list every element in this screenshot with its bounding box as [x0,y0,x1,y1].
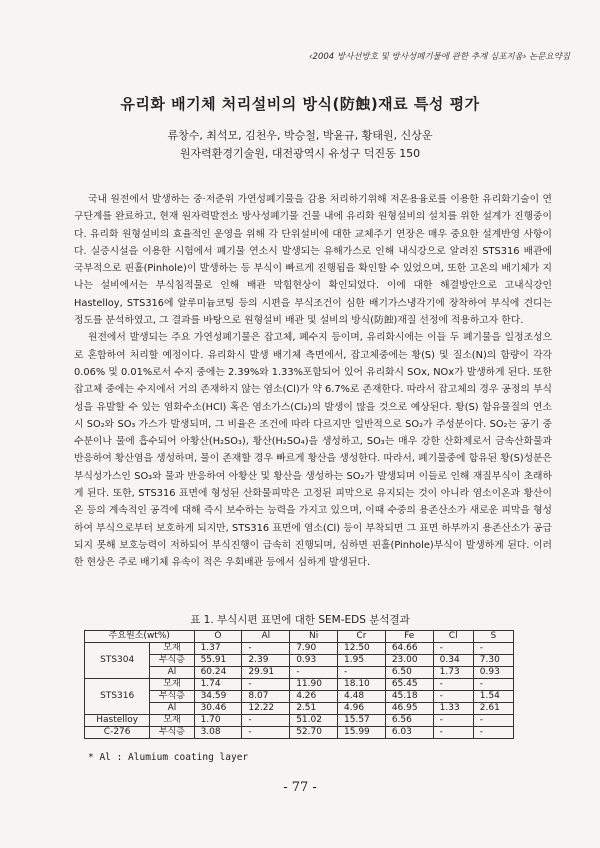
value-cell: 3.08 [194,727,242,739]
value-cell: 1.33 [433,703,473,715]
affiliation: 원자력환경기술원, 대전광역시 유성구 덕진동 150 [179,147,421,160]
value-cell: 1.54 [473,691,513,703]
value-cell: 45.18 [385,691,433,703]
value-cell: 15.99 [338,727,386,739]
value-cell: 30.46 [194,703,242,715]
value-cell: - [242,727,290,739]
author-list: 류창수, 최석모, 김천우, 박승철, 박윤규, 황태원, 신상운 [167,129,433,142]
value-cell: - [338,667,386,679]
value-cell: 0.93 [473,667,513,679]
page-number: - 77 - [283,780,317,795]
value-cell: 6.03 [385,727,433,739]
table-row [85,643,514,655]
column-header: Fe [385,631,433,643]
value-cell: - [473,727,513,739]
value-cell: 23.00 [385,655,433,667]
value-cell: 34.59 [194,691,242,703]
value-cell: - [473,715,513,727]
value-cell: 0.34 [433,655,473,667]
value-cell: 1.74 [194,679,242,691]
column-header: O [194,631,242,643]
table-row [85,679,514,691]
table-row [85,715,514,727]
value-cell: - [433,643,473,655]
layer-cell: Al [150,667,194,679]
layer-cell: 부식층 [150,691,194,703]
value-cell: 7.30 [473,655,513,667]
value-cell: - [242,679,290,691]
value-cell: 52.70 [290,727,338,739]
alloy-cell: STS304 [85,643,150,679]
value-cell: 46.95 [385,703,433,715]
value-cell: 64.66 [385,643,433,655]
value-cell: 55.91 [194,655,242,667]
value-cell: 7.90 [290,643,338,655]
value-cell: 2.51 [290,703,338,715]
paper-title: 유리화 배기체 처리설비의 방식(防蝕)재료 특성 평가 [120,95,480,113]
value-cell: - [242,715,290,727]
paragraph-2: 원전에서 발생되는 주요 가연성폐기물은 잡고체, 폐수지 등이며, 유리화시에는 이들 두 폐기물을 일정조성으로 혼합하여 처리할 예정이다. 유리화시 발생 배기체 측면에서, 잡고체중에는 황(S) 및 질소(N)의 함량이 각각 0.06% 및 0.01%로서 수지 중에는 2.39%와 1.33%포함되어 있어 유리화시 SOx, NOx가 발생하게 된다. 또한 잡고체 중에는 수지에서 거의 존재하지 않는 염소(Cl)가 약 6.7%로 존재한다. 따라서 잡고체의 경우 공정의 부식성을 유발할 수 있는 염화수소(HCl) 혹은 염소가스(Cl₂)의 발생이 많을 것으로 예상된다. 황(S) 함유물질의 연소시 SO₂와 SO₃ 가스가 발생되며, 그 비율은 조건에 따라 다르지만 일반적으로 SO₂가 주성분이다. SO₂는 공기 중 수분이나 물에 흡수되어 아황산(H₂SO₃), 황산(H₂SO₄)을 생성하고, SO₃는 매우 강한 산화제로서 금속산화물과 반응하여 황산염을 생성하며, 물이 존재할 경우 빠르게 황산을 생성한다. 따라서, 폐기물중에 함유된 황(S)성분은 부식성가스인 SO₃와 물과 반응하여 아황산 및 황산을 생성하는 SO₂가 발생되며 이들로 인해 재질부식이 초래하게 된다. 또한, STS316 표면에 형성된 산화물피막은 고정된 피막으로 유지되는 것이 아니라 염소이온과 황산이온 등의 계속적인 공격에 대해 즉시 보수하는 능력을 가지고 있으며, 이때 수중의 용존산소가 새로운 피막을 형성하여 부식으로부터 보호하게 되지만, STS316 표면에 염소(Cl) 등이 부착되면 그 표면 하부까지 용존산소가 공급되지 못해 보호능력이 저하되어 부식진행이 급속히 진행되며, 심하면 핀홀(Pinhole)부식이 발생하게 된다. 이러한 현상은 주로 배기체 유속이 적은 우회배관 등에서 심하게 발생된다. [74,332,552,569]
value-cell: 1.37 [194,643,242,655]
layer-cell: 부식층 [150,655,194,667]
value-cell: 51.02 [290,715,338,727]
value-cell: 12.50 [338,643,386,655]
paragraph-1: 국내 원전에서 발생하는 중·저준위 가연성폐기물을 감용 처리하기위해 저온용융로를 이용한 유리화기술이 연구단계를 완료하고, 현재 원자력발전소 방사성폐기물 건물 내에 유리화 원형설비의 설치를 위한 설계가 진행중이다. 유리화 원형설비의 효율적인 운영을 위해 각 단위설비에 대한 교체주기 연장은 매우 중요한 설계반영 사항이다. 실증시설을 이용한 시험에서 폐기물 연소시 발생되는 유해가스로 인해 내식강으로 알려진 STS316 배관에 국부적으로 핀홀(Pinhole)이 발생하는 등 부식이 빠르게 진행됨을 확인할 수 있었으며, 또한 고온의 배기체가 지나는 설비에서는 부식침적물로 인해 배관 막힘현상이 확인되었다. 이에 대한 해결방안으로 고내식강인 Hastelloy, STS316에 알루미늄코팅 등의 시편을 부식조건이 심한 배기가스냉각기에 장착하여 부식에 견디는 정도를 분석하였고, 그 결과를 바탕으로 원형설비 배관 및 설비의 방식(防蝕)재질 선정에 적용하고자 한다. [74,194,552,327]
table-header-row [85,631,514,643]
running-header: ‹2004 방사선방호 및 방사성폐기물에 관한 추계 심포지움› 논문요약집 [309,52,570,62]
table-row [85,703,514,715]
table-row [85,691,514,703]
value-cell: 6.50 [385,667,433,679]
alloy-cell: C-276 [85,727,150,739]
table-header-label: 주요원소(wt%) [85,631,195,643]
value-cell: - [433,715,473,727]
value-cell: 6.56 [385,715,433,727]
alloy-cell: STS316 [85,679,150,715]
column-header: Cr [338,631,386,643]
alloy-cell: Hastelloy [85,715,150,727]
value-cell: - [473,679,513,691]
value-cell: 29.91 [242,667,290,679]
value-cell: 11.90 [290,679,338,691]
table-row [85,727,514,739]
column-header: S [473,631,513,643]
value-cell: 8.07 [242,691,290,703]
value-cell: 4.96 [338,703,386,715]
value-cell: 15.57 [338,715,386,727]
table-caption: 표 1. 부식시편 표면에 대한 SEM-EDS 분석결과 [190,614,410,626]
value-cell: 1.73 [433,667,473,679]
eds-results-table [84,630,514,739]
layer-cell: 부식층 [150,727,194,739]
value-cell: 60.24 [194,667,242,679]
value-cell: 1.95 [338,655,386,667]
table-row [85,667,514,679]
value-cell: - [473,643,513,655]
layer-cell: Al [150,703,194,715]
value-cell: - [433,727,473,739]
value-cell: 2.61 [473,703,513,715]
layer-cell: 모재 [150,715,194,727]
value-cell: 2.39 [242,655,290,667]
layer-cell: 모재 [150,679,194,691]
value-cell: 1.70 [194,715,242,727]
column-header: Al [242,631,290,643]
layer-cell: 모재 [150,643,194,655]
table-row [85,655,514,667]
value-cell: 65.45 [385,679,433,691]
value-cell: - [290,667,338,679]
value-cell: 4.26 [290,691,338,703]
value-cell: 0.93 [290,655,338,667]
value-cell: 12.22 [242,703,290,715]
table-footnote: * Al : Alumium coating layer [88,752,249,763]
column-header: Cl [433,631,473,643]
column-header: Ni [290,631,338,643]
value-cell: - [433,691,473,703]
value-cell: 4.48 [338,691,386,703]
value-cell: 18.10 [338,679,386,691]
body-text [74,191,552,572]
value-cell: - [433,679,473,691]
value-cell: - [242,643,290,655]
